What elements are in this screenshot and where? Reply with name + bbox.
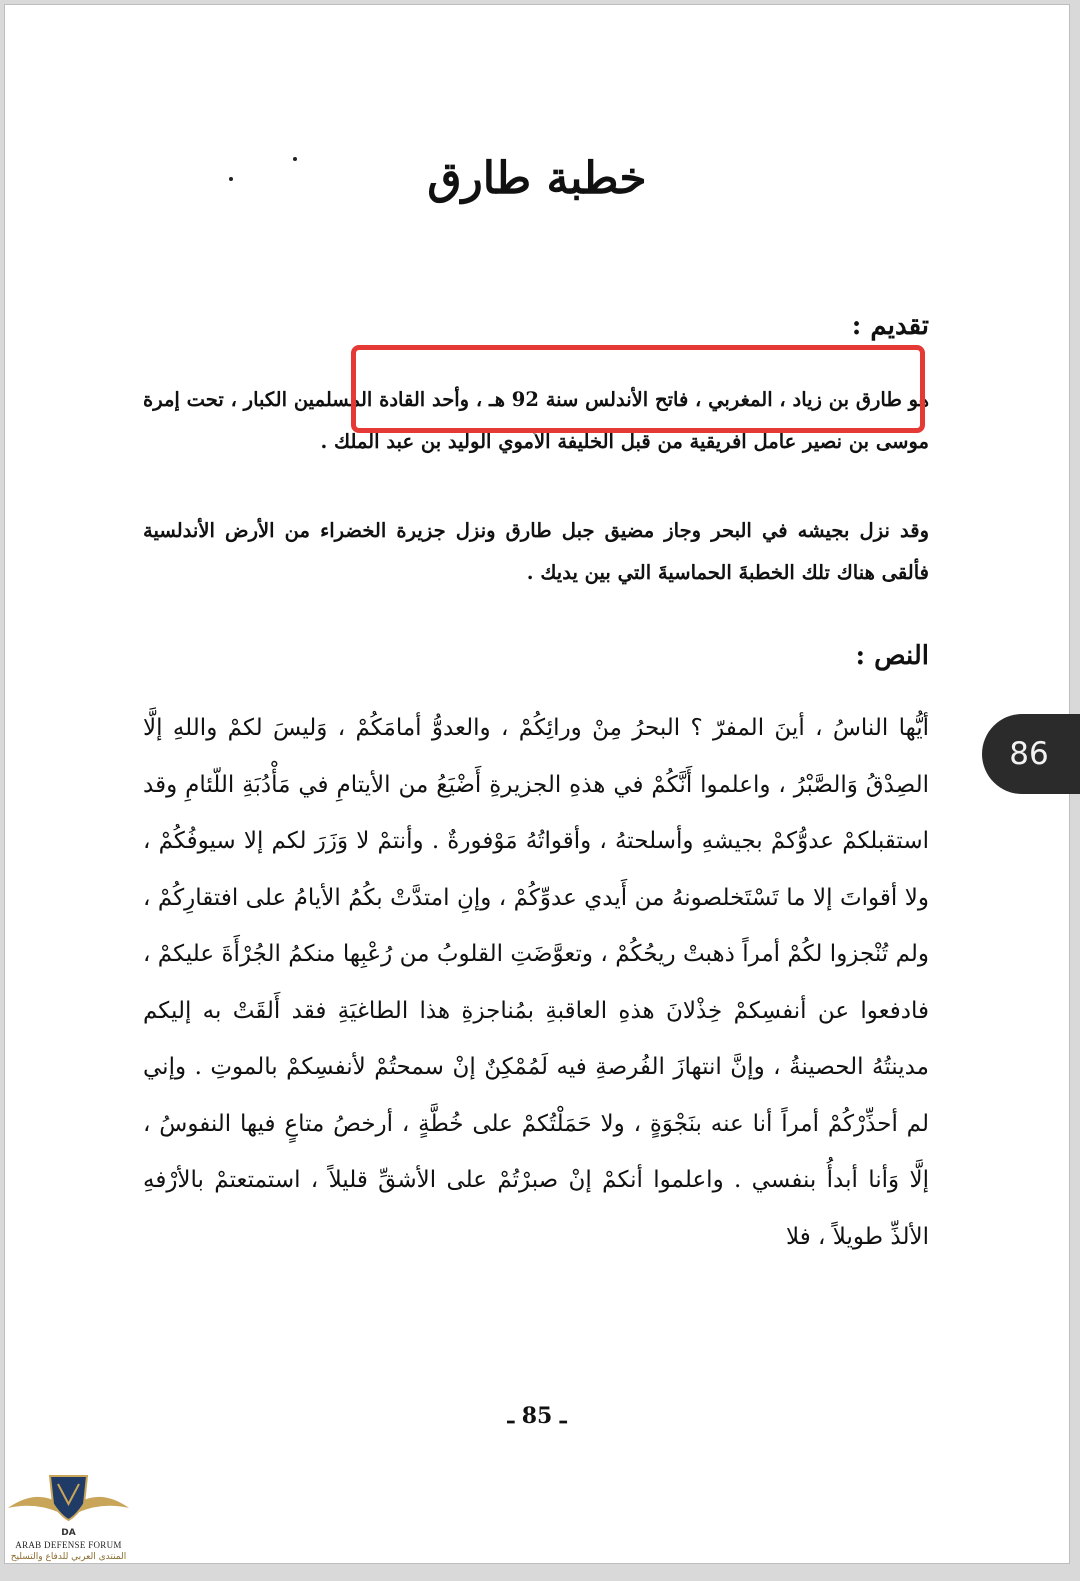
text-heading: النص :: [855, 641, 929, 671]
introduction-paragraph-1: هو طارق بن زياد ، المغربي ، فاتح الأندلس سنة 92 هـ ، وأحد القادة المسلمين الكبار ، تحت إمرة موسى بن نصير عامل افريقية من قبل الخليفة الأموي الوليد بن عبد الملك .: [143, 388, 929, 453]
watermark-name: ARAB DEFENSE FORUM: [15, 1540, 122, 1550]
introduction-heading: تقديم :: [851, 311, 929, 341]
print-speck: [293, 157, 297, 161]
introduction-paragraph-2: وقد نزل بجيشه في البحر وجاز مضيق جبل طارق ونزل جزيرة الخضراء من الأرض الأندلسية فألقى هناك تلك الخطبةَ الحماسيةَ التي بين يديك .: [143, 519, 929, 584]
watermark-abbr: DA: [61, 1528, 76, 1538]
page-title: خطبة طارق: [427, 153, 647, 204]
watermark-logo: [6, 1468, 131, 1568]
page-indicator-badge[interactable]: 86: [982, 714, 1080, 794]
print-speck: [229, 177, 233, 181]
document-page: [4, 4, 1070, 1564]
speech-body: أيُّها الناسُ ، أينَ المفرّ ؟ البحرُ مِنْ ورائِكُمْ ، والعدوُّ أمامَكُمْ ، وَليسَ لكمْ واللهِ إلَّا الصِدْقُ وَالصَّبْرُ ، واعلموا أَنَّكُمْ في هذهِ الجزيرةِ أَضْيَعُ من الأيتامِ في مَأْدُبَةِ اللّئامِ وقد استقبلكمْ عدوُّكمْ بجيشهِ وأسلحتهُ ، وأقواتُهُ مَوْفورةٌ . وأنتمْ لا وَزَرَ لكم إلا سيوفُكُمْ ، ولا أقواتَ إلا ما تَسْتَخلصونهُ من أَيدي عدوِّكُمْ ، وإنِ امتدَّتْ بكُمُ الأيامُ على افتقارِكُمْ ، ولم تُنْجزوا لكُمْ أمراً ذهبتْ ريحُكُمْ ، وتعوَّضَتِ القلوبُ من رُعْبِها منكمُ الجُرْأَةَ عليكمْ ، فادفعوا عن أنفسِكمْ خِذْلانَ هذهِ العاقبةِ بمُناجزةِ هذا الطاغيَةِ فقد أَلقَتْ به إليكم مدينتُهُ الحصينةُ ، وإنَّ انتهازَ الفُرصةِ فيه لَمُمْكِنٌ إنْ سمحتُمْ لأنفسِكمْ بالموتِ . وإني لم أحذِّرْكُمْ أمراً أنا عنه بنَجْوَةٍ ، ولا حَمَلْتُكمْ على خُطَّةٍ ، أرخصُ متاعٍ فيها النفوسُ ، إلَّا وَأنا أبدأُ بنفسي . واعلموا أنكمْ إنْ صبرْتُمْ على الأشقِّ قليلاً ، استمتعتمْ بالأرْفهِ الألذِّ طويلاً ، فلا: [143, 715, 929, 1250]
page-number: ـ 85 ـ: [507, 1403, 567, 1429]
watermark-name-arabic: المنتدى العربي للدفاع والتسليح: [10, 1552, 127, 1562]
